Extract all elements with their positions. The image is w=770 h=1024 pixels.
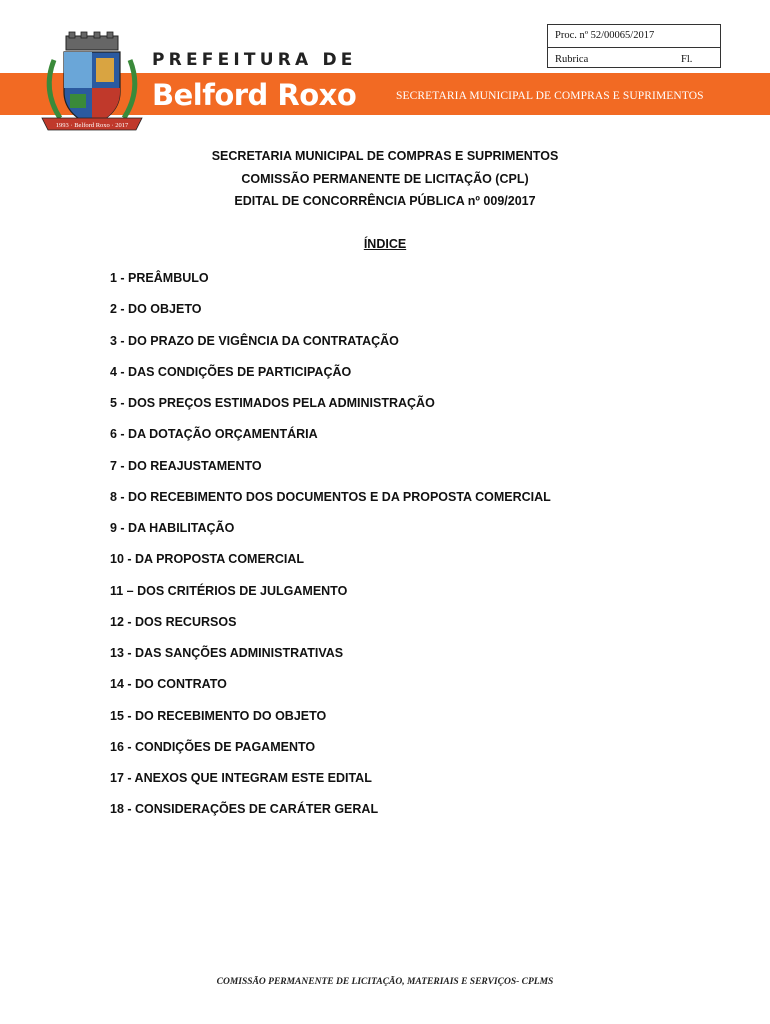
toc-item: 3 - DO PRAZO DE VIGÊNCIA DA CONTRATAÇÃO xyxy=(110,333,399,348)
process-number: Proc. nº 52/00065/2017 xyxy=(555,30,655,41)
crest-ribbon-text: 1993 · Belford Roxo · 2017 xyxy=(55,122,129,129)
rubrica-label: Rubrica xyxy=(555,54,589,65)
process-stamp-box xyxy=(547,24,721,68)
page-footer: COMISSÃO PERMANENTE DE LICITAÇÃO, MATERIAIS E SERVIÇOS- CPLMS xyxy=(216,977,554,987)
toc-item: 11 – DOS CRITÉRIOS DE JULGAMENTO xyxy=(110,583,348,598)
toc-item: 5 - DOS PREÇOS ESTIMADOS PELA ADMINISTRAÇÃO xyxy=(110,396,435,410)
folha-label: Fl. xyxy=(681,54,693,65)
toc-item: 10 - DA PROPOSTA COMERCIAL xyxy=(110,552,304,567)
toc-item: 7 - DO REAJUSTAMENTO xyxy=(110,458,262,473)
title-comissao: COMISSÃO PERMANENTE DE LICITAÇÃO (CPL) xyxy=(241,171,529,186)
toc-item: 6 - DA DOTAÇÃO ORÇAMENTÁRIA xyxy=(110,427,318,442)
toc-item: 4 - DAS CONDIÇÕES DE PARTICIPAÇÃO xyxy=(110,364,352,379)
document-titles xyxy=(0,145,770,213)
title-secretaria: SECRETARIA MUNICIPAL DE COMPRAS E SUPRIMENTOS xyxy=(211,149,559,163)
toc-item: 2 - DO OBJETO xyxy=(110,302,202,317)
toc-item: 12 - DOS RECURSOS xyxy=(110,614,237,629)
brand-prefeitura: PREFEITURA DE xyxy=(152,50,357,70)
header-secretaria: SECRETARIA MUNICIPAL DE COMPRAS E SUPRIMENTOS xyxy=(396,90,704,102)
brand-city-name: Belford Roxo xyxy=(152,78,357,112)
toc-item: 14 - DO CONTRATO xyxy=(110,677,227,692)
coat-of-arms-icon xyxy=(36,30,148,142)
toc-item: 8 - DO RECEBIMENTO DOS DOCUMENTOS E DA PROPOSTA COMERCIAL xyxy=(110,489,551,504)
title-edital: EDITAL DE CONCORRÊNCIA PÚBLICA nº 009/2017 xyxy=(234,194,536,208)
toc-item: 16 - CONDIÇÕES DE PAGAMENTO xyxy=(110,739,316,754)
table-of-contents xyxy=(110,270,551,833)
letterhead xyxy=(0,0,770,150)
toc-item: 15 - DO RECEBIMENTO DO OBJETO xyxy=(110,708,327,723)
toc-item: 17 - ANEXOS QUE INTEGRAM ESTE EDITAL xyxy=(110,771,372,785)
toc-item: 13 - DAS SANÇÕES ADMINISTRATIVAS xyxy=(110,646,344,660)
toc-item: 1 - PREÂMBULO xyxy=(110,271,209,285)
toc-item: 18 - CONSIDERAÇÕES DE CARÁTER GERAL xyxy=(110,802,379,817)
toc-item: 9 - DA HABILITAÇÃO xyxy=(110,521,235,535)
index-heading: ÍNDICE xyxy=(363,237,407,251)
stamp-divider xyxy=(548,47,720,48)
